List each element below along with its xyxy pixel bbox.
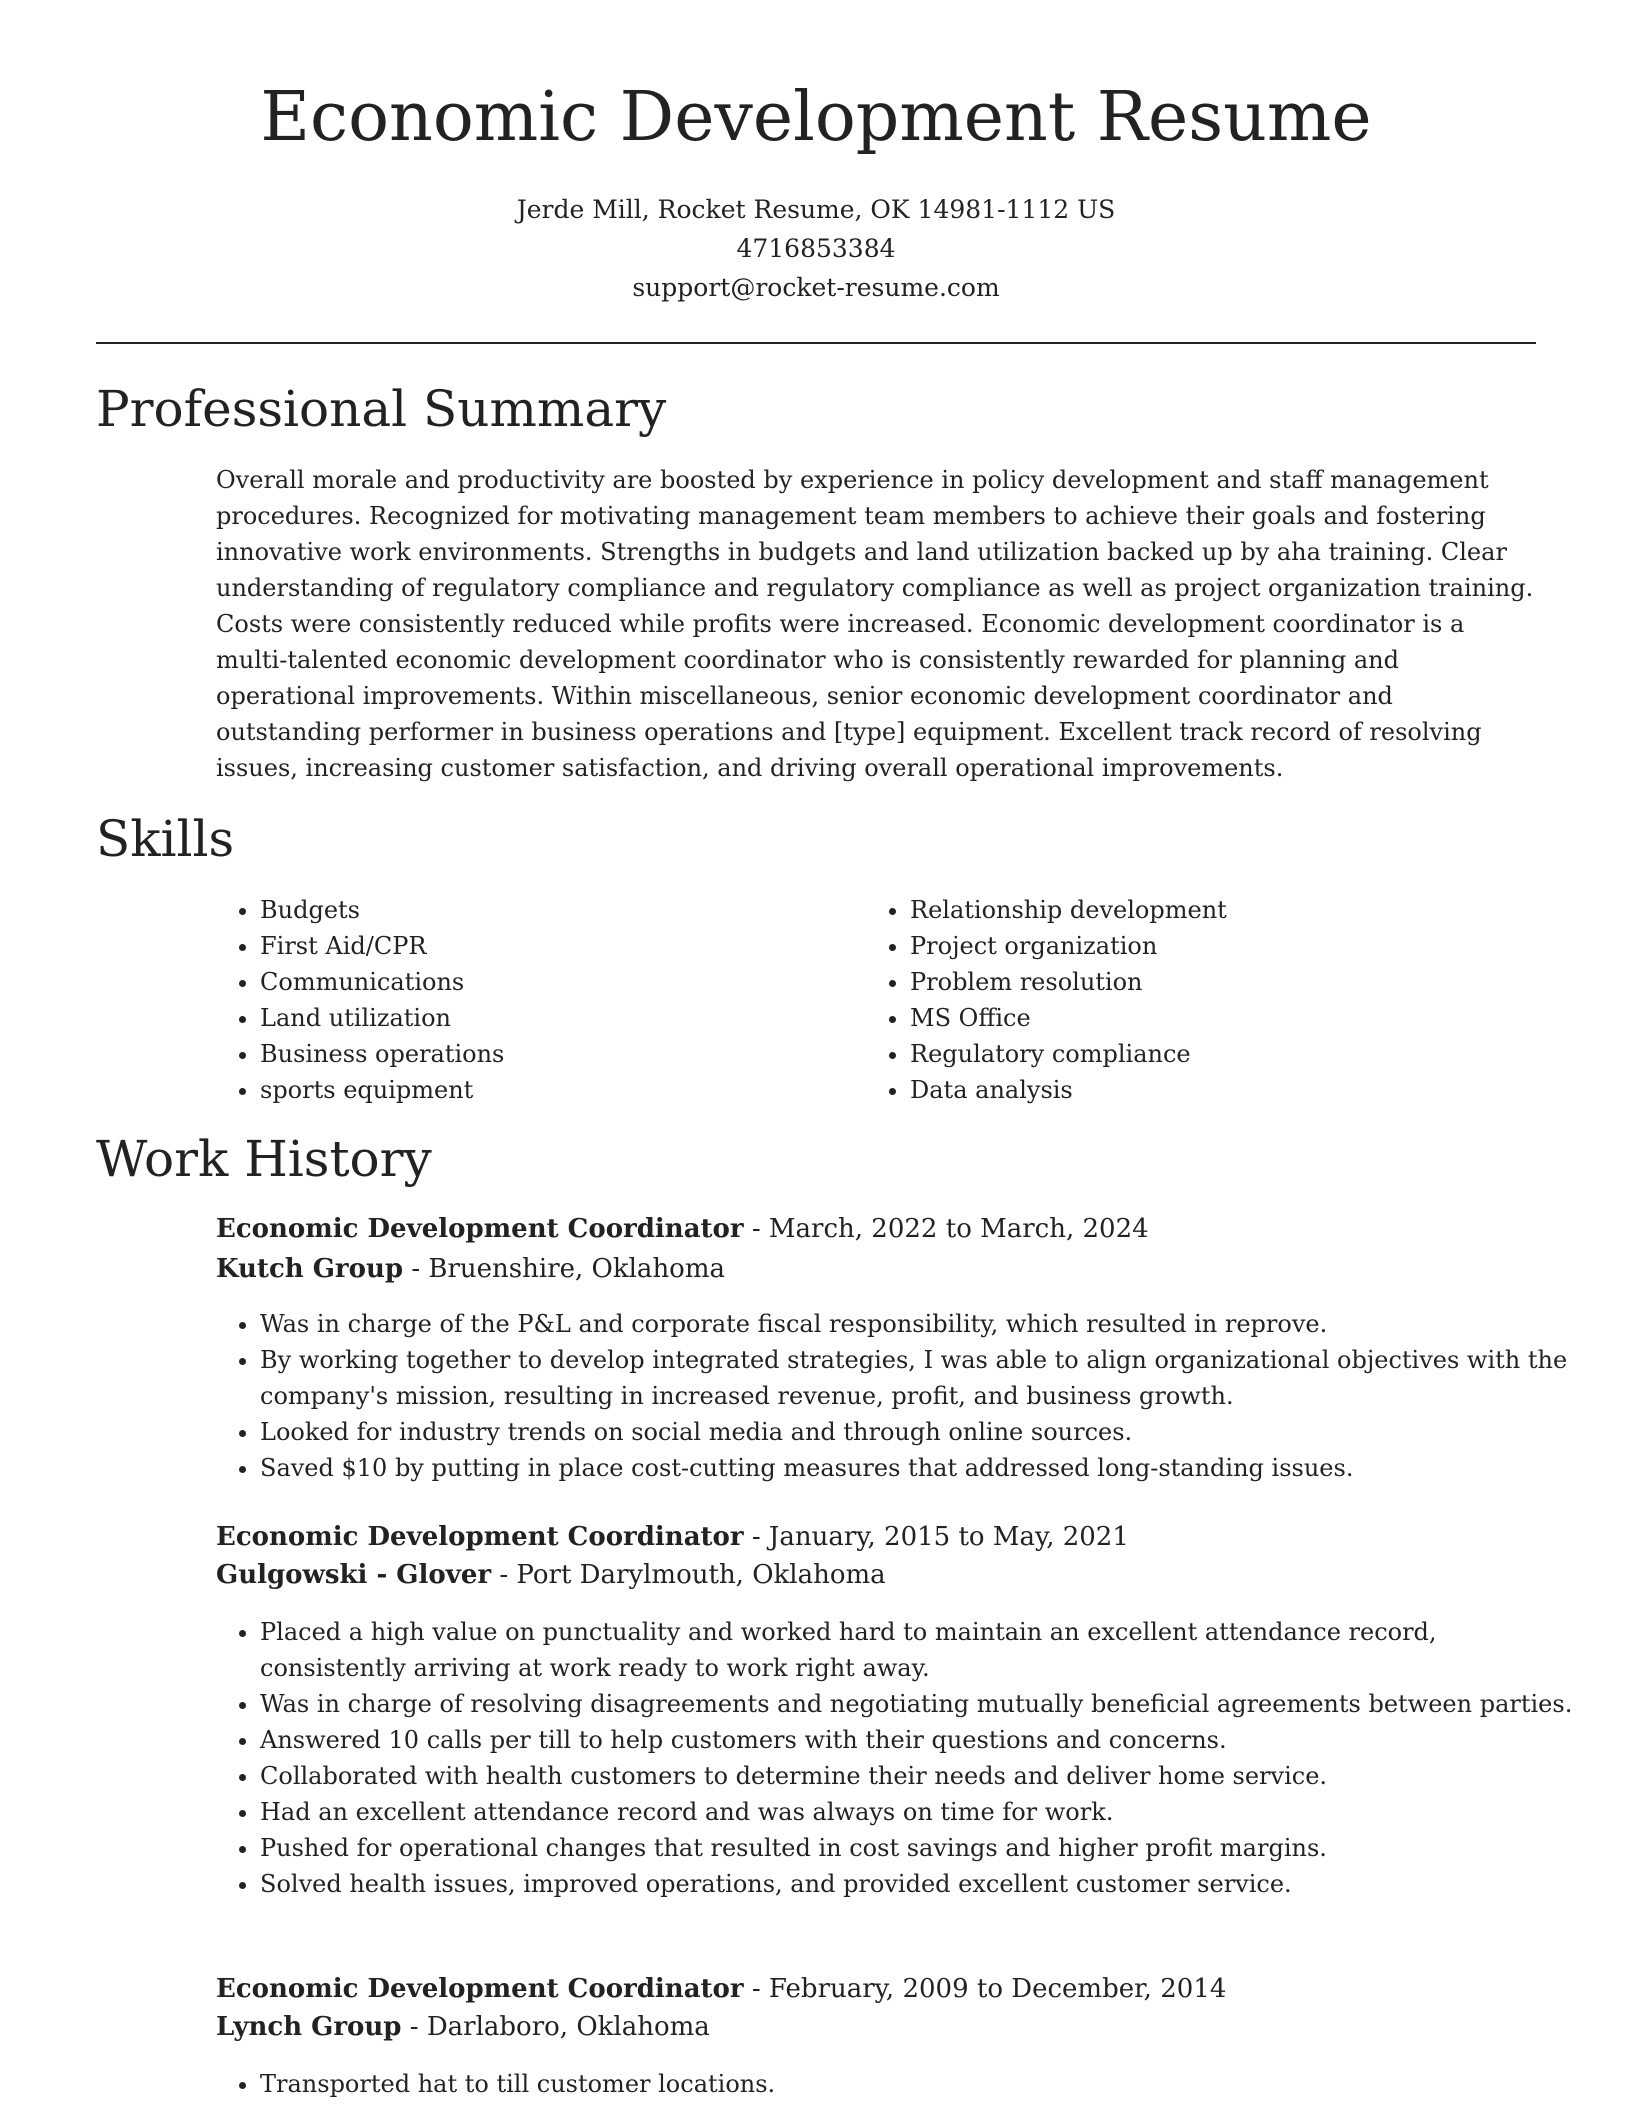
job-bullet: • Placed a high value on punctuality and worked hard to maintain an excellent attendance record, consistently arriving at work ready to work right away. bbox=[260, 1614, 1580, 1686]
job-bullets bbox=[216, 1306, 1580, 1486]
job-bullet: • Saved $10 by putting in place cost-cutting measures that addressed long-standing issues. bbox=[260, 1450, 1580, 1486]
skill-item: • Regulatory compliance bbox=[910, 1036, 1227, 1072]
job-company: Gulgowski - Glover bbox=[216, 1560, 492, 1590]
skill-item: • Relationship development bbox=[910, 892, 1227, 928]
job-dates: February, 2009 to December, 2014 bbox=[768, 1974, 1227, 2004]
header-divider bbox=[96, 342, 1536, 344]
job-bullets bbox=[216, 1614, 1580, 1902]
skill-item: • Project organization bbox=[910, 928, 1227, 964]
job-role: Economic Development Coordinator bbox=[216, 1974, 744, 2004]
summary-text: Overall morale and productivity are boosted by experience in policy development and staff management procedures. Recognized for motivating management team members to achieve their goals and fostering innovative work environments. Strengths in budgets and land utilization backed up by aha training. Clear understanding of regulatory compliance and regulatory compliance as well as project organization training. Costs were consistently reduced while profits were increased. Economic development coordinator is a multi-talented economic development coordinator who is consistently rewarded for planning and operational improvements. Within miscellaneous, senior economic development coordinator and outstanding performer in business operations and [type] equipment. Excellent track record of resolving issues, increasing customer satisfaction, and driving overall operational improvements. bbox=[216, 466, 1534, 782]
job-bullet: • Pushed for operational changes that resulted in cost savings and higher profit margins. bbox=[260, 1830, 1580, 1866]
contact-block bbox=[0, 190, 1632, 307]
skill-item: • Business operations bbox=[260, 1036, 504, 1072]
skill-item: • Data analysis bbox=[910, 1072, 1227, 1108]
job-company: Kutch Group bbox=[216, 1254, 404, 1284]
skill-item: • Budgets bbox=[260, 892, 504, 928]
job-title-line: Economic Development Coordinator - February, 2009 to December, 2014 bbox=[216, 1974, 1227, 2004]
skill-item: • Problem resolution bbox=[910, 964, 1227, 1000]
summary-heading: Professional Summary bbox=[96, 380, 667, 438]
job-location: Bruenshire, Oklahoma bbox=[428, 1254, 725, 1284]
skill-item: • sports equipment bbox=[260, 1072, 504, 1108]
job-bullet: • Transported hat to till customer locations. bbox=[260, 2066, 1580, 2102]
work-heading: Work History bbox=[96, 1130, 432, 1188]
skill-item: • Land utilization bbox=[260, 1000, 504, 1036]
job-bullet: • Solved health issues, improved operations, and provided excellent customer service. bbox=[260, 1866, 1580, 1902]
job-bullet: • Looked for industry trends on social media and through online sources. bbox=[260, 1414, 1580, 1450]
job-dates: January, 2015 to May, 2021 bbox=[768, 1522, 1129, 1552]
job-bullet: • By working together to develop integrated strategies, I was able to align organizational objectives with the company's mission, resulting in increased revenue, profit, and business growth. bbox=[260, 1342, 1580, 1414]
skills-heading: Skills bbox=[96, 810, 235, 868]
skill-item: • MS Office bbox=[910, 1000, 1227, 1036]
job-bullet: • Collaborated with health customers to determine their needs and deliver home service. bbox=[260, 1758, 1580, 1794]
job-bullets bbox=[216, 2066, 1580, 2102]
job-company-line: Gulgowski - Glover - Port Darylmouth, Oklahoma bbox=[216, 1560, 886, 1590]
resume-title: Economic Development Resume bbox=[260, 78, 1372, 157]
job-company-line: Lynch Group - Darlaboro, Oklahoma bbox=[216, 2012, 710, 2042]
skills-list-right bbox=[866, 892, 1227, 1108]
job-company-line: Kutch Group - Bruenshire, Oklahoma bbox=[216, 1254, 725, 1284]
job-dates: March, 2022 to March, 2024 bbox=[768, 1214, 1149, 1244]
skill-item: • Communications bbox=[260, 964, 504, 1000]
job-location: Darlaboro, Oklahoma bbox=[426, 2012, 710, 2042]
job-bullet: • Had an excellent attendance record and was always on time for work. bbox=[260, 1794, 1580, 1830]
contact-address: Jerde Mill, Rocket Resume, OK 14981-1112 US bbox=[516, 195, 1116, 224]
skills-list-left bbox=[216, 892, 504, 1108]
job-title-line: Economic Development Coordinator - March, 2022 to March, 2024 bbox=[216, 1214, 1149, 1244]
contact-email: support@rocket-resume.com bbox=[632, 273, 1000, 302]
skill-item: • First Aid/CPR bbox=[260, 928, 504, 964]
job-bullet: • Answered 10 calls per till to help customers with their questions and concerns. bbox=[260, 1722, 1580, 1758]
job-bullet: • Was in charge of the P&L and corporate fiscal responsibility, which resulted in reprove. bbox=[260, 1306, 1580, 1342]
job-role: Economic Development Coordinator bbox=[216, 1522, 744, 1552]
job-bullet: • Was in charge of resolving disagreements and negotiating mutually beneficial agreements between parties. bbox=[260, 1686, 1580, 1722]
job-title-line: Economic Development Coordinator - January, 2015 to May, 2021 bbox=[216, 1522, 1129, 1552]
job-company: Lynch Group bbox=[216, 2012, 402, 2042]
contact-phone: 4716853384 bbox=[736, 234, 896, 263]
job-location: Port Darylmouth, Oklahoma bbox=[516, 1560, 886, 1590]
job-role: Economic Development Coordinator bbox=[216, 1214, 744, 1244]
